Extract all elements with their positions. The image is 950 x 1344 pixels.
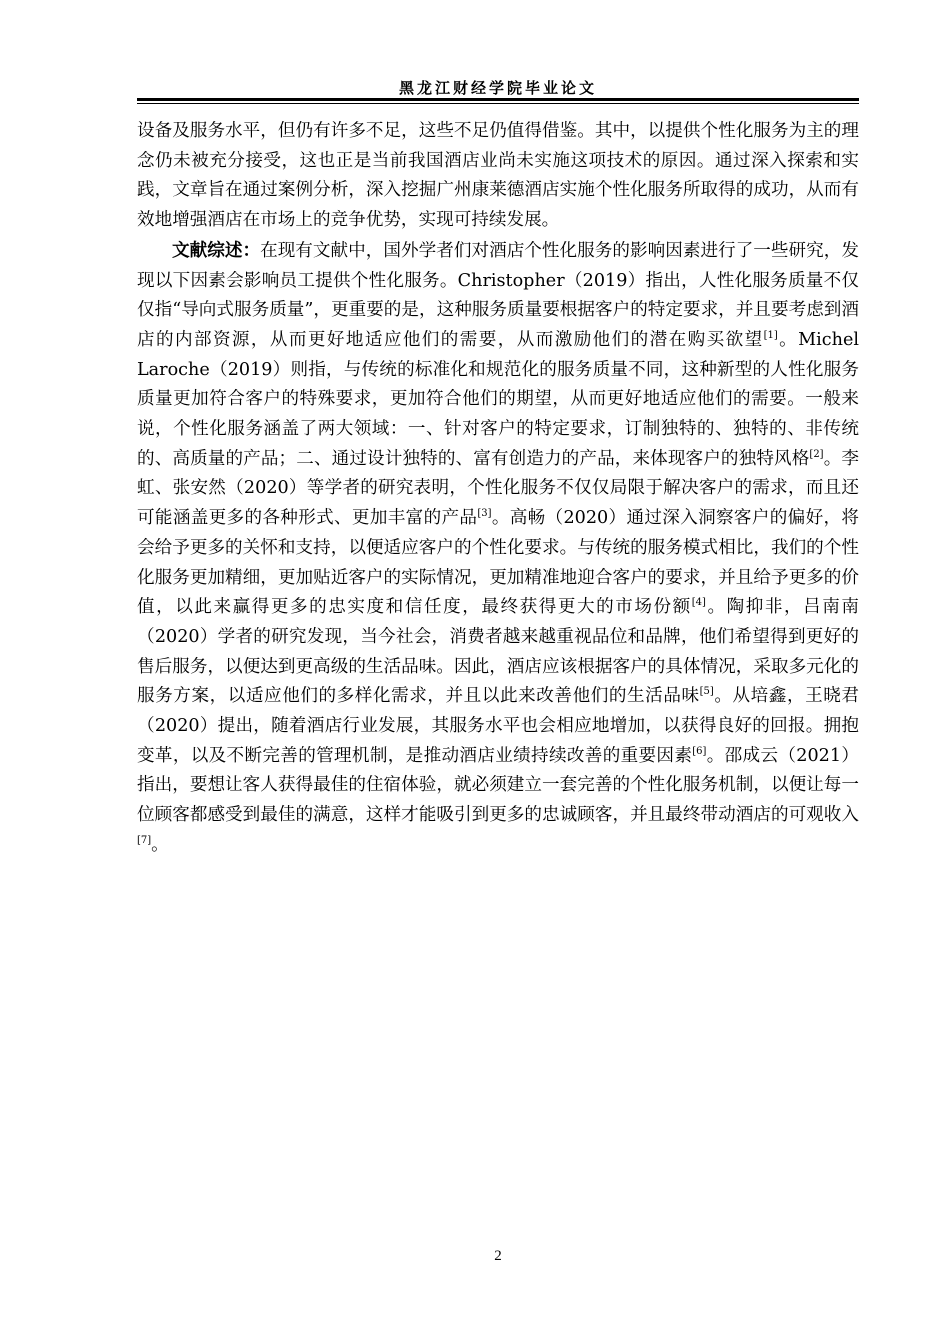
citation-ref-6: [6] bbox=[692, 745, 707, 757]
paragraph-segment: 。邵成云（2021）指出，要想让客人获得最佳的住宿体验，就必须建立一套完善的个性化服务机制，以便让每一位顾客都感受到最佳的满意，这样才能吸引到更多的忠诚顾客，并且最终带动酒店的可观收入 bbox=[137, 745, 859, 826]
paragraph-segment: 。从培鑫，王晓君（2020）提出，随着酒店行业发展，其服务水平也会相应地增加，以获得良好的回报。拥抱变革，以及不断完善的管理机制，是推动酒店业绩持续改善的重要因素 bbox=[137, 686, 859, 766]
literature-review-heading: 文献综述： bbox=[172, 239, 261, 261]
paragraph-segment: 。高畅（2020）通过深入洞察客户的偏好，将会给予更多的关怀和支持，以便适应客户的个性化要求。与传统的服务模式相比，我们的个性化服务更加精细，更加贴近客户的实际情况，更加精准地迎合客户的要求，并且给予更多的价值，以此来赢得更多的忠实度和信任度，最终获得更大的市场份额 bbox=[137, 508, 859, 618]
citation-ref-5: [5] bbox=[699, 686, 714, 698]
page-header-title: 黑龙江财经学院毕业论文 bbox=[398, 79, 597, 97]
citation-ref-4: [4] bbox=[691, 597, 706, 609]
paragraph-segment: 在现有文献中，国外学者们对酒店个性化服务的影响因素进行了一些研究，发现以下因素会影响员工提供个性化服务。Christopher（2019）指出，人性化服务质量不仅仅指“导向式服务质量”，更重要的是，这种服务质量要根据客户的特定要求，并且要考虑到酒店的内部资源，从而更好地适应他们的需要，从而激励他们的潜在购买欲望 bbox=[137, 240, 859, 350]
citation-ref-2: [2] bbox=[809, 448, 824, 460]
page-number: 2 bbox=[494, 1248, 502, 1264]
citation-ref-7: [7] bbox=[137, 835, 152, 847]
paragraph-segment: 。陶抑非，吕南南（2020）学者的研究发现，当今社会，消费者越来越重视品位和品牌，他们希望得到更好的售后服务，以便达到更高级的生活品味。因此，酒店应该根据客户的具体情况，采取多元化的服务方案，以适应他们的多样化需求，并且以此来改善他们的生活品味 bbox=[137, 597, 859, 707]
paragraph-segment: 。李虹、张安然（2020）等学者的研究表明，个性化服务不仅仅局限于解决客户的需求，而且还可能涵盖更多的各种形式、更加丰富的产品 bbox=[137, 448, 859, 529]
body-text bbox=[137, 117, 859, 861]
paragraph-continuation: 设备及服务水平，但仍有许多不足，这些不足仍值得借鉴。其中，以提供个性化服务为主的理念仍未被充分接受，这也正是当前我国酒店业尚未实施这项技术的原因。通过深入探索和实践，文章旨在通过案例分析，深入挖掘广州康莱德酒店实施个性化服务所取得的成功，从而有效地增强酒店在市场上的竞争优势，实现可持续发展。 bbox=[137, 121, 859, 231]
paragraph-segment: 。Michel Laroche（2019）则指，与传统的标准化和规范化的服务质量不同，这种新型的人性化服务质量更加符合客户的特殊要求，更加符合他们的期望，从而更好地适应他们的需要。一般来说，个性化服务涵盖了两大领域：一、针对客户的特定要求，订制独特的、独特的、非传统的、高质量的产品；二、通过设计独特的、富有创造力的产品，来体现客户的独特风格 bbox=[137, 329, 859, 469]
citation-ref-1: [1] bbox=[763, 330, 778, 342]
paragraph-literature-review bbox=[137, 236, 859, 861]
paragraph-segment: 。 bbox=[151, 834, 169, 855]
citation-ref-3: [3] bbox=[477, 508, 492, 520]
header-rule-thin bbox=[137, 103, 859, 104]
header-rule-thick bbox=[137, 98, 859, 101]
